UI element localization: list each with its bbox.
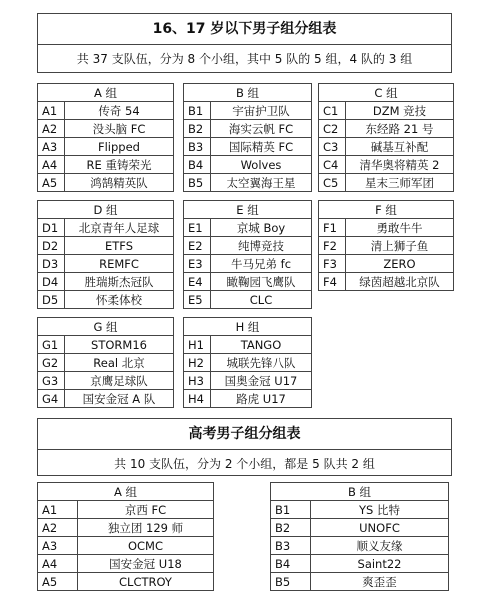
- team-name: 绿茵超越北京队: [346, 273, 454, 291]
- team-id: A5: [38, 174, 65, 192]
- section1-title: 16、17 岁以下男子组分组表: [38, 14, 451, 45]
- team-id: E4: [184, 273, 211, 291]
- table-row: [38, 537, 214, 555]
- team-id: A5: [38, 573, 78, 591]
- team-id: B1: [184, 102, 211, 120]
- team-name: 路虎 U17: [211, 390, 312, 408]
- table-row: [38, 390, 174, 408]
- team-id: B3: [184, 138, 211, 156]
- table-row: [319, 102, 454, 120]
- group-name: G 组: [38, 318, 174, 336]
- team-name: 传奇 54: [65, 102, 174, 120]
- group-header-row: [271, 483, 449, 501]
- team-id: H4: [184, 390, 211, 408]
- team-id: A3: [38, 138, 65, 156]
- team-id: B4: [271, 555, 311, 573]
- table-row: [38, 336, 174, 354]
- team-id: E2: [184, 237, 211, 255]
- table-row: [184, 138, 312, 156]
- team-id: C3: [319, 138, 346, 156]
- team-id: B1: [271, 501, 311, 519]
- table-row: [38, 372, 174, 390]
- team-name: 京西 FC: [78, 501, 214, 519]
- table-row: [319, 273, 454, 291]
- group-name: E 组: [184, 201, 312, 219]
- team-name: DZM 竞技: [346, 102, 454, 120]
- section2-title: 高考男子组分组表: [38, 419, 451, 450]
- team-id: H2: [184, 354, 211, 372]
- team-name: 顺义友缘: [311, 537, 449, 555]
- team-id: D4: [38, 273, 65, 291]
- team-name: 国际精英 FC: [211, 138, 312, 156]
- table-row: [38, 102, 174, 120]
- section2-header: [37, 418, 452, 476]
- table-row: [319, 138, 454, 156]
- table-row: [319, 120, 454, 138]
- table-row: [38, 120, 174, 138]
- group-name: B 组: [271, 483, 449, 501]
- group-header-row: [38, 84, 174, 102]
- team-name: YS 比特: [311, 501, 449, 519]
- team-name: 纯博竞技: [211, 237, 312, 255]
- table-row: [271, 501, 449, 519]
- team-id: B5: [271, 573, 311, 591]
- group-header-row: [319, 84, 454, 102]
- team-id: A1: [38, 501, 78, 519]
- group-header-row: [38, 318, 174, 336]
- team-id: F3: [319, 255, 346, 273]
- group-table: [318, 200, 454, 291]
- team-name: ZERO: [346, 255, 454, 273]
- group-table: [183, 317, 312, 408]
- team-name: 勇敢牛牛: [346, 219, 454, 237]
- team-name: 没头脑 FC: [65, 120, 174, 138]
- team-name: 爽歪歪: [311, 573, 449, 591]
- team-id: D3: [38, 255, 65, 273]
- group-name: B 组: [184, 84, 312, 102]
- team-id: B5: [184, 174, 211, 192]
- team-id: H1: [184, 336, 211, 354]
- table-row: [319, 219, 454, 237]
- group-header-row: [184, 201, 312, 219]
- table-row: [38, 237, 174, 255]
- team-name: CLC: [211, 291, 312, 309]
- team-name: 东经路 21 号: [346, 120, 454, 138]
- table-row: [271, 573, 449, 591]
- team-name: 国安金冠 U18: [78, 555, 214, 573]
- team-id: H3: [184, 372, 211, 390]
- team-name: Saint22: [311, 555, 449, 573]
- team-id: G3: [38, 372, 65, 390]
- table-row: [38, 501, 214, 519]
- team-name: 牛马兄弟 fc: [211, 255, 312, 273]
- table-row: [271, 519, 449, 537]
- table-row: [38, 219, 174, 237]
- table-row: [38, 291, 174, 309]
- table-row: [184, 354, 312, 372]
- table-row: [38, 174, 174, 192]
- table-row: [38, 255, 174, 273]
- table-row: [319, 237, 454, 255]
- group-table: [183, 200, 312, 309]
- team-name: 国奥金冠 U17: [211, 372, 312, 390]
- table-row: [319, 255, 454, 273]
- table-row: [184, 372, 312, 390]
- group-header-row: [184, 84, 312, 102]
- group-header-row: [184, 318, 312, 336]
- table-row: [184, 219, 312, 237]
- group-table: [37, 200, 174, 309]
- team-name: 星末三师军团: [346, 174, 454, 192]
- team-id: A3: [38, 537, 78, 555]
- team-name: 清华奥将精英 2: [346, 156, 454, 174]
- team-name: Real 北京: [65, 354, 174, 372]
- table-row: [184, 174, 312, 192]
- group-name: F 组: [319, 201, 454, 219]
- team-id: B4: [184, 156, 211, 174]
- table-row: [38, 573, 214, 591]
- team-id: G2: [38, 354, 65, 372]
- section2-subtitle: 共 10 支队伍，分为 2 个小组，都是 5 队共 2 组: [114, 457, 375, 471]
- team-id: G4: [38, 390, 65, 408]
- team-name: 海实云帆 FC: [211, 120, 312, 138]
- group-name: D 组: [38, 201, 174, 219]
- team-id: E3: [184, 255, 211, 273]
- team-id: B2: [184, 120, 211, 138]
- team-id: C4: [319, 156, 346, 174]
- team-id: C5: [319, 174, 346, 192]
- group-table: [37, 317, 174, 408]
- team-id: F1: [319, 219, 346, 237]
- team-name: CLCTROY: [78, 573, 214, 591]
- team-name: REMFC: [65, 255, 174, 273]
- table-row: [184, 336, 312, 354]
- team-name: 碱基互补配: [346, 138, 454, 156]
- group-table: [183, 83, 312, 192]
- team-id: A4: [38, 156, 65, 174]
- team-id: B2: [271, 519, 311, 537]
- table-row: [38, 156, 174, 174]
- team-name: 清上狮子鱼: [346, 237, 454, 255]
- section1-header: [37, 13, 452, 73]
- team-name: OCMC: [78, 537, 214, 555]
- team-id: A2: [38, 519, 78, 537]
- group-name: C 组: [319, 84, 454, 102]
- team-name: 北京青年人足球: [65, 219, 174, 237]
- team-id: C1: [319, 102, 346, 120]
- table-row: [184, 237, 312, 255]
- team-name: RE 重铸荣光: [65, 156, 174, 174]
- table-row: [184, 120, 312, 138]
- group-table: [37, 83, 174, 192]
- table-row: [184, 273, 312, 291]
- table-row: [184, 102, 312, 120]
- team-name: STORM16: [65, 336, 174, 354]
- team-name: 胜瑞斯杰冠队: [65, 273, 174, 291]
- team-name: Flipped: [65, 138, 174, 156]
- team-name: 京城 Boy: [211, 219, 312, 237]
- team-id: C2: [319, 120, 346, 138]
- team-id: F2: [319, 237, 346, 255]
- team-name: 瞰鞠园飞鹰队: [211, 273, 312, 291]
- group-name: H 组: [184, 318, 312, 336]
- group-name: A 组: [38, 84, 174, 102]
- group-table: [270, 482, 449, 591]
- team-name: TANGO: [211, 336, 312, 354]
- table-row: [184, 156, 312, 174]
- team-id: G1: [38, 336, 65, 354]
- team-id: E1: [184, 219, 211, 237]
- group-table: [318, 83, 454, 192]
- team-name: 京鹰足球队: [65, 372, 174, 390]
- team-name: 怀柔体校: [65, 291, 174, 309]
- team-name: 国安金冠 A 队: [65, 390, 174, 408]
- table-row: [38, 354, 174, 372]
- section1-subtitle: 共 37 支队伍，分为 8 个小组，其中 5 队的 5 组，4 队的 3 组: [76, 52, 413, 66]
- team-id: B3: [271, 537, 311, 555]
- table-row: [38, 273, 174, 291]
- team-name: 太空翼海王星: [211, 174, 312, 192]
- group-header-row: [38, 483, 214, 501]
- team-id: F4: [319, 273, 346, 291]
- table-row: [319, 174, 454, 192]
- table-row: [271, 537, 449, 555]
- team-name: ETFS: [65, 237, 174, 255]
- team-name: UNOFC: [311, 519, 449, 537]
- table-row: [38, 138, 174, 156]
- group-table: [37, 482, 214, 591]
- team-id: A1: [38, 102, 65, 120]
- team-id: A4: [38, 555, 78, 573]
- table-row: [38, 519, 214, 537]
- table-row: [319, 156, 454, 174]
- team-id: D2: [38, 237, 65, 255]
- table-row: [184, 291, 312, 309]
- team-id: E5: [184, 291, 211, 309]
- team-name: 宇宙护卫队: [211, 102, 312, 120]
- team-id: D1: [38, 219, 65, 237]
- table-row: [38, 555, 214, 573]
- group-header-row: [38, 201, 174, 219]
- team-id: D5: [38, 291, 65, 309]
- team-name: 鸿鹄精英队: [65, 174, 174, 192]
- table-row: [184, 390, 312, 408]
- team-name: Wolves: [211, 156, 312, 174]
- group-name: A 组: [38, 483, 214, 501]
- team-name: 独立团 129 师: [78, 519, 214, 537]
- team-name: 城联先锋八队: [211, 354, 312, 372]
- group-header-row: [319, 201, 454, 219]
- table-row: [271, 555, 449, 573]
- table-row: [184, 255, 312, 273]
- team-id: A2: [38, 120, 65, 138]
